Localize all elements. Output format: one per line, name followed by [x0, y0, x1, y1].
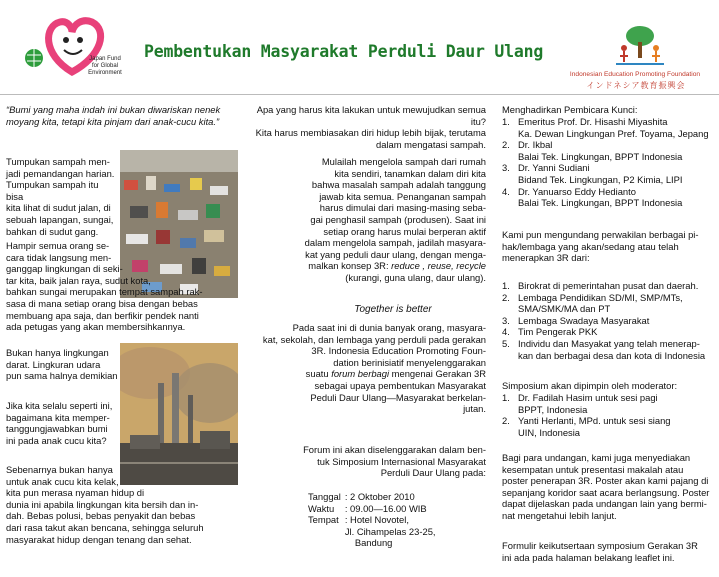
list-item: 2. Lembaga Pendidikan SD/MI, SMP/MTs, SMA/SMK/MA dan PT: [502, 291, 683, 315]
list-item: 2. Dr. Ikbal Balai Tek. Lingkungan, BPPT Indonesia: [502, 139, 683, 162]
paragraph-3: Bukan hanya lingkungan darat. Lingkuran udara pun sama halnya demikian: [6, 347, 118, 382]
subheading-together: Together is better: [354, 304, 432, 315]
moderators-list: [502, 392, 714, 438]
info-time: Waktu : 09.00—16.00 WIB: [308, 502, 427, 514]
iepf-logo: [612, 22, 668, 68]
paragraph-5: Sebenarnya bukan hanya untuk anak cucu kita kelak, kita pun merasa nyaman hidup di dunia ini apabila lingkungan kita bersih dan in- dah. Bebas polusi, bebas penyakit dan bebas dari rasa takut akan bencana, sehingga seluruh masyarakat hidup dengan tenang dan sehat.: [6, 464, 204, 545]
list-item: 3. Lembaga Swadaya Masyarakat: [502, 314, 650, 326]
col2-paragraph-2: Mulailah mengelola sampah dari rumah kita sendiri, tanamkan dalam diri kita bahwa masalah sampah adalah tanggung jawab kita semua. Penanganan sampah harus dimulai dari masing-masing seba- gai penghasil sampah (produsen). Saat ini setiap orang harus mulai berperan aktif dalam mengelola sampah, jadilah masyara- kat yang peduli daur ulang, dengan menga- malkan konsep 3R: reduce , reuse, recycle (kurangi, guna ulang, daur ulang).: [304, 156, 486, 283]
paragraph-4: Jika kita selalu seperti ini, bagaimana kita memper- tanggungjawabkan bumi ini pada anak cucu kita?: [6, 400, 113, 446]
form-paragraph: Formulir keikutsertaan symposium Gerakan 3R ini ada pada halaman belakang leaflet ini.: [502, 540, 698, 563]
info-place: Tempat : Hotel Novotel,: [308, 514, 409, 526]
paragraph-2: Hampir semua orang se- cara tidak langsung men- ganggap lingkungan di seki- tar kita, baik jalan raya, sudut kota, bahkan sungai merupakan tempat sampah rak- sasa di mana setiap orang bisa dengan bebas membuang apa saja, dan berfikir pendek nanti ada petugas yang akan membersihkannya.: [6, 240, 203, 333]
tree-figures-logo-icon: [612, 22, 668, 68]
moderator-heading: Simposium akan dipimpin oleh moderator:: [502, 380, 678, 391]
institutions-list: [502, 280, 714, 361]
speakers-heading: Menghadirkan Pembicara Kunci:: [502, 104, 638, 115]
event-info: Tanggal : 2 Oktober 2010 Waktu : 09.00—16.00 WIB Tempat : Hotel Novotel, Jl. Cihampelas 23-25, Bandung: [308, 491, 488, 549]
list-item: 3. Dr. Yanni Sudiani Bidand Tek. Lingkungan, P2 Kimia, LIPI: [502, 162, 683, 185]
list-item: 1. Emeritus Prof. Dr. Hisashi Miyashita Ka. Dewan Lingkungan Pref. Toyama, Jepang: [502, 116, 709, 139]
invite-paragraph: Kami pun mengundang perwakilan berbagai pi- hak/lembaga yang akan/sedang atau telah menerapkan 3R dari:: [502, 229, 699, 264]
list-item: 5. Individu dan Masyakat yang telah menerap- kan dan berbagai desa dan kota di Indonesia: [502, 337, 706, 361]
list-item: 4. Tim Pengerak PKK: [502, 326, 598, 338]
col2-paragraph-3: Pada saat ini di dunia banyak orang, masyara- kat, sekolah, dan lembaga yang perduli pada gerakan 3R. Indonesia Education Promoting Foun- dation berinisiatif menyelenggarakan suatu forum berbagi mengenai Gerakan 3R sebagai upaya pembentukan Masyarakat Peduli Daur Ulang—Masyarakat berkelan- jutan.: [262, 322, 486, 415]
info-date: Tanggal : 2 Oktober 2010: [308, 491, 415, 502]
speakers-list: [502, 116, 714, 209]
page-title: Pembentukan Masyarakat Perduli Daur Ulang: [144, 42, 544, 61]
japan-fund-text: Japan Fund for Global Environment: [88, 56, 122, 76]
col2-paragraph-4: Forum ini akan diselenggarakan dalam ben- tuk Simposium Internasional Masyarakat Perduli Daur Ulang pada:: [303, 444, 486, 479]
foundation-name-jp: インドネシア教育振興会: [586, 81, 686, 90]
opening-quote: “Bumi yang maha indah ini bukan diwariskan nenek moyang kita, tetapi kita pinjam dari anak-cucu kita.”: [6, 104, 221, 127]
paragraph-1: Tumpukan sampah men- jadi pemandangan harian. Tumpukan sampah itu bisa kita lihat di sudut jalan, di sebuah lapangan, sungai, bahkan di sudut gang.: [6, 156, 115, 237]
list-item: 1. Dr. Fadilah Hasim untuk sesi pagi BPPT, Indonesia: [502, 392, 658, 415]
col2-paragraph-1: Apa yang harus kita lakukan untuk mewujudkan semua itu? Kita harus membiasakan diri hidup lebih bijak, terutama dalam mengatasi sampah.: [255, 104, 486, 150]
header-divider: [0, 94, 719, 95]
foundation-name-en: Indonesian Education Promoting Foundation: [569, 71, 701, 78]
list-item: 4. Dr. Yanuarso Eddy Hedianto Balai Tek. Lingkungan, BPPT Indonesia: [502, 185, 683, 209]
list-item: 2. Yanti Herlanti, MPd. untuk sesi siang UIN, Indonesia: [502, 415, 671, 438]
presentation-paragraph: Bagi para undangan, kami juga menyediakan kesempatan untuk presentasi makalah atau poster penerapan 3R. Poster akan kami pajang di sepanjang koridor saat acara berlangsung. Poster dapat dijelaskan pada undangan lain yang bermi- nat mengetahui lebih lanjut.: [502, 452, 710, 521]
list-item: 1. Birokrat di pemerintahan pusat dan daerah.: [502, 280, 699, 291]
